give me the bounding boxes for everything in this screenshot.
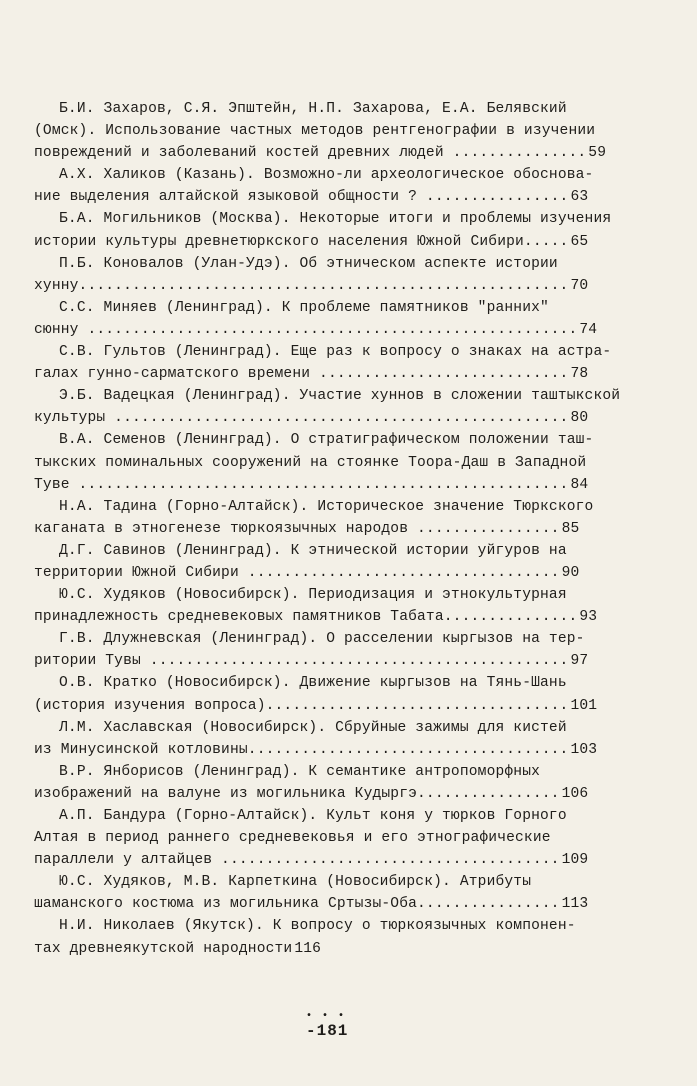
toc-entry-text: П.Б. Коновалов (Улан-Удэ). Об этническом аспекте истории: [59, 255, 558, 272]
toc-entry-text: тах древнеякутской народности: [34, 940, 293, 957]
toc-entry-line: [34, 805, 634, 827]
toc-entry-line: [34, 518, 634, 540]
toc-entry-text: изображений на валуне из могильника Кудыргэ................: [34, 785, 560, 802]
toc-page-number: 97: [570, 653, 589, 670]
toc-entry-line: [34, 407, 634, 429]
toc-entry-text: тыкских поминальных сооружений на стоянке Тоора-Даш в Западной: [34, 454, 587, 471]
toc-entry: [34, 805, 634, 871]
page-number-footer: [306, 1012, 348, 1040]
toc-entry-line: [34, 761, 634, 783]
toc-entry-text: ритории Тувы ...............................................: [34, 653, 569, 670]
toc-entry: [34, 584, 634, 628]
toc-entry-text: Ю.С. Худяков (Новосибирск). Периодизация и этнокультурная: [59, 587, 567, 604]
toc-entry: [34, 717, 634, 761]
toc-entry: [34, 98, 634, 164]
toc-page-number: 74: [579, 321, 598, 338]
toc-entry-text: галах гунно-сарматского времени ............................: [34, 366, 569, 383]
toc-entry-text: Н.А. Тадина (Горно-Алтайск). Историческое значение Тюркского: [59, 498, 594, 515]
toc-entry-line: [34, 915, 634, 937]
footer-page-number: -181: [306, 1022, 349, 1040]
toc-entry-line: [34, 120, 634, 142]
toc-entry-text: сюнну .......................................................: [34, 321, 578, 338]
toc-entry: [34, 341, 634, 385]
toc-page-number: 63: [570, 189, 589, 206]
toc-entry-text: Э.Б. Вадецкая (Ленинград). Участие хуннов в сложении таштыкской: [59, 388, 621, 405]
toc-entry-text: С.С. Миняев (Ленинград). К проблеме памятников "ранних": [59, 299, 549, 316]
toc-entry: [34, 429, 634, 495]
toc-entry-text: принадлежность средневековых памятников Табата...............: [34, 609, 578, 626]
toc-entry-text: истории культуры древнетюркского населения Южной Сибири.....: [34, 233, 569, 250]
table-of-contents: [34, 98, 634, 960]
toc-entry-line: [34, 562, 634, 584]
toc-page-number: 101: [570, 697, 598, 714]
toc-page-number: 65: [570, 233, 589, 250]
toc-entry-line: [34, 871, 634, 893]
toc-entry-text: территории Южной Сибири ...................................: [34, 564, 560, 581]
toc-entry: [34, 672, 634, 716]
toc-entry-line: [34, 275, 634, 297]
toc-entry-line: [34, 452, 634, 474]
toc-page-number: 116: [294, 940, 322, 957]
toc-page-number: 90: [561, 564, 580, 581]
toc-entry: [34, 540, 634, 584]
toc-entry-line: [34, 783, 634, 805]
toc-entry-line: [34, 385, 634, 407]
toc-entry-text: (Омск). Использование частных методов рентгенографии в изучении: [34, 123, 596, 140]
toc-page-number: 113: [561, 896, 589, 913]
toc-entry-text: (история изучения вопроса)..................................: [34, 697, 569, 714]
toc-entry-line: [34, 341, 634, 363]
toc-entry-text: шаманского костюма из могильника Сртызы-Оба................: [34, 896, 560, 913]
toc-entry-text: Туве .......................................................: [34, 476, 569, 493]
toc-page-number: 84: [570, 476, 589, 493]
toc-entry-text: Ю.С. Худяков, М.В. Карпеткина (Новосибирск). Атрибуты: [59, 874, 532, 891]
toc-page-number: 70: [570, 277, 589, 294]
toc-entry-line: [34, 584, 634, 606]
toc-page-number: 80: [570, 410, 589, 427]
toc-entry-text: О.В. Кратко (Новосибирск). Движение кыргызов на Тянь-Шань: [59, 675, 567, 692]
toc-entry: [34, 496, 634, 540]
footer-dots: • • •: [306, 1011, 347, 1022]
toc-entry-line: [34, 849, 634, 871]
toc-entry-line: [34, 496, 634, 518]
toc-entry-text: С.В. Гультов (Ленинград). Еще раз к вопросу о знаках на астра-: [59, 344, 612, 361]
toc-entry-line: [34, 98, 634, 120]
toc-entry-text: хунну.......................................................: [34, 277, 569, 294]
toc-entry: [34, 871, 634, 915]
toc-entry-line: [34, 297, 634, 319]
toc-entry: [34, 253, 634, 297]
toc-entry-text: параллели у алтайцев ......................................: [34, 852, 560, 869]
toc-entry: [34, 164, 634, 208]
toc-entry-text: Н.И. Николаев (Якутск). К вопросу о тюркоязычных компонен-: [59, 918, 576, 935]
toc-entry-text: Алтая в период раннего средневековья и его этнографические: [34, 830, 551, 847]
toc-entry-text: Б.И. Захаров, С.Я. Эпштейн, Н.П. Захарова, Е.А. Белявский: [59, 101, 567, 117]
toc-entry: [34, 761, 634, 805]
toc-page-number: 93: [579, 609, 598, 626]
toc-page-number: 85: [561, 520, 580, 537]
toc-entry-text: А.Х. Халиков (Казань). Возможно-ли археологическое обоснова-: [59, 167, 594, 184]
toc-entry-text: Г.В. Длужневская (Ленинград). О расселении кыргызов на тер-: [59, 631, 585, 648]
toc-page-number: 109: [561, 852, 589, 869]
toc-entry-line: [34, 672, 634, 694]
toc-entry-line: [34, 474, 634, 496]
toc-entry-text: культуры ...................................................: [34, 410, 569, 427]
toc-entry: [34, 208, 634, 252]
toc-entry-text: В.А. Семенов (Ленинград). О стратиграфическом положении таш-: [59, 432, 594, 449]
toc-entry-line: [34, 628, 634, 650]
toc-page-number: 59: [588, 145, 607, 162]
toc-entry-text: повреждений и заболеваний костей древних людей ...............: [34, 145, 587, 162]
toc-entry-line: [34, 739, 634, 761]
toc-entry-text: Д.Г. Савинов (Ленинград). К этнической истории уйгуров на: [59, 542, 567, 559]
toc-entry-line: [34, 429, 634, 451]
toc-entry-line: [34, 186, 634, 208]
toc-entry-text: Б.А. Могильников (Москва). Некоторые итоги и проблемы изучения: [59, 211, 612, 228]
toc-entry: [34, 915, 634, 959]
toc-entry-line: [34, 540, 634, 562]
toc-entry-line: [34, 827, 634, 849]
toc-entry-line: [34, 650, 634, 672]
toc-entry: [34, 297, 634, 341]
toc-entry-line: [34, 253, 634, 275]
toc-entry-text: каганата в этногенезе тюркоязычных народов ................: [34, 520, 560, 537]
toc-page-number: 78: [570, 366, 589, 383]
toc-entry-line: [34, 695, 634, 717]
toc-entry-line: [34, 363, 634, 385]
toc-entry: [34, 628, 634, 672]
toc-entry-text: А.П. Бандура (Горно-Алтайск). Культ коня у тюрков Горного: [59, 808, 567, 824]
toc-entry: [34, 385, 634, 429]
toc-entry-line: [34, 893, 634, 915]
toc-entry-line: [34, 717, 634, 739]
toc-entry-line: [34, 208, 634, 230]
toc-entry-line: [34, 606, 634, 628]
toc-entry-line: [34, 231, 634, 253]
toc-entry-text: из Минусинской котловины....................................: [34, 741, 569, 758]
toc-entry-line: [34, 142, 634, 164]
toc-entry-line: [34, 164, 634, 186]
toc-entry-text: ние выделения алтайской языковой общности ? ................: [34, 189, 569, 206]
toc-entry-line: [34, 938, 634, 960]
toc-entry-text: Л.М. Хаславская (Новосибирск). Сбруйные зажимы для кистей: [59, 719, 567, 736]
toc-entry-line: [34, 319, 634, 341]
toc-page-number: 103: [570, 741, 598, 758]
toc-page-number: 106: [561, 785, 589, 802]
toc-entry-text: В.Р. Янборисов (Ленинград). К семантике антропоморфных: [59, 763, 541, 780]
